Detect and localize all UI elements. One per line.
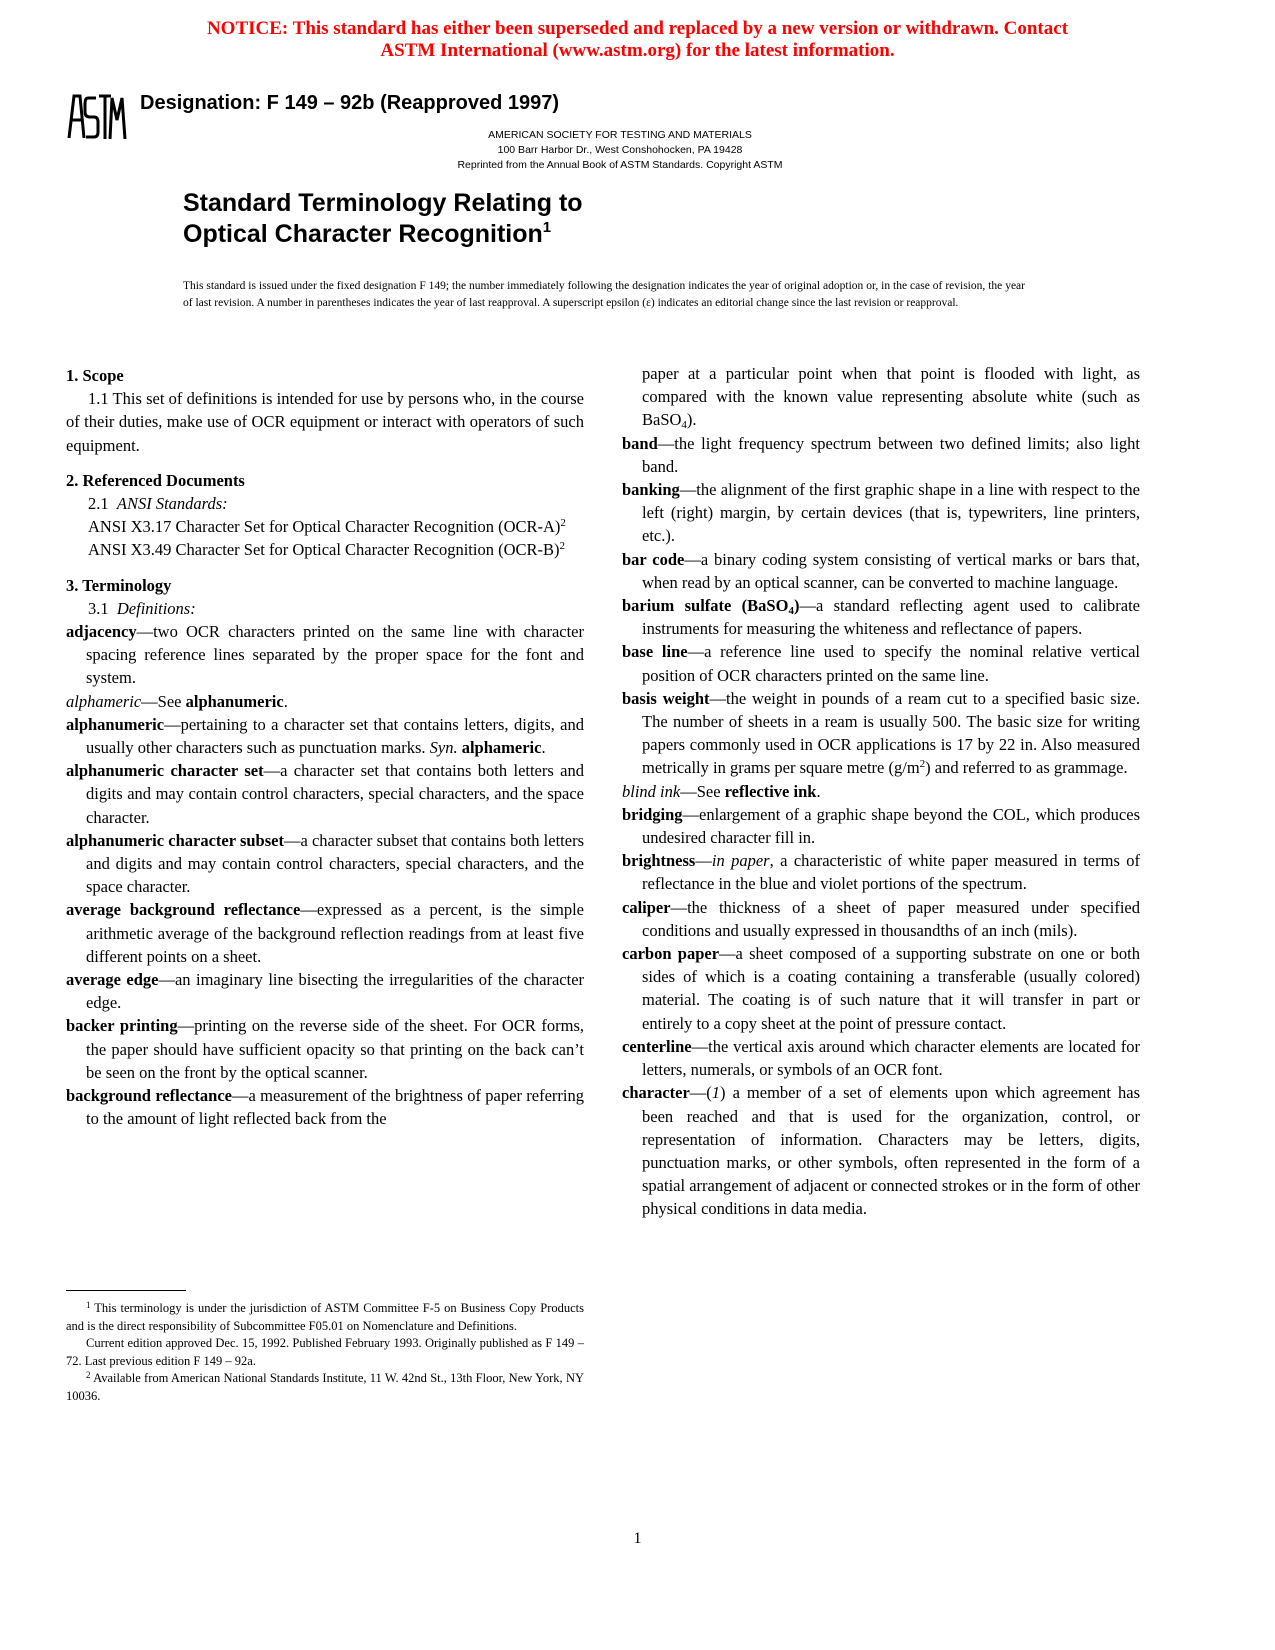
definition-background-reflectance: background reflectance—a measurement of the brightness of paper referring to the amount of light reflected back from the [66, 1086, 584, 1129]
footnote-2: $^2$ Available from American National Standards Institute, 11 W. 42nd St., 13th Floor, New York, NY 10036. [66, 1370, 584, 1403]
definition-basis-weight: basis weight—the weight in pounds of a ream cut to a specified basic size. The number of sheets in a ream is usually 500. The basic size for writing papers commonly used in OCR applications is 17 by 22 in. Also measured metrically in grams per square metre $(g/m^2)$ and referred to as grammage. [622, 688, 1140, 778]
notice-line-1: NOTICE: This standard has either been superseded and replaced by a new version or withdrawn. Contact [206, 18, 1069, 39]
definition-caliper: caliper—the thickness of a sheet of paper measured under specified conditions and usually expressed in thousandths of an inch (mils). [622, 897, 1140, 940]
footnote-1-edition: Current edition approved Dec. 15, 1992. Published February 1993. Originally published as F 149 – 72. Last previous edition F 149 – 92a. [66, 1336, 584, 1368]
scope-text: 1.1 This set of definitions is intended for use by persons who, in the course of their duties, make use of OCR equipment or interact with operators of such equipment. [66, 389, 584, 455]
designation: Designation: F 149 – 92b (Reapproved 1997) [140, 92, 560, 114]
definition-character: character—(1) a member of a set of elements upon which agreement has been reached and that is used for the organization, control, or representation of information. Characters may be letters, digits, punctuation marks, or other symbols, often represented in the form of a spatial arrangement of adjacent or connected strokes or in the form of other physical conditions in data media. [622, 1083, 1140, 1219]
footnote-1: $^1$ This terminology is under the jurisdiction of ASTM Committee F-5 on Business Copy Products and is the direct responsibility of Subcommittee F05.01 on Nomenclature and Definitions. [66, 1300, 584, 1333]
title-line-1: Standard Terminology Relating to [183, 189, 583, 217]
definition-alphanumeric-character-subset: alphanumeric character subset—a character subset that contains both letters and digits and may contain control characters, special characters, and the space character. [66, 830, 584, 897]
definition-blind-ink: blind ink—See reflective ink. [622, 781, 821, 801]
notice-line-2: ASTM International (www.astm.org) for the latest information. [380, 40, 895, 61]
definition-alphanumeric-character-set: alphanumeric character set—a character set that contains both letters and digits and may contain control characters, special characters, and the space character. [66, 761, 584, 827]
definition-barium-sulfate: barium sulfate (BaSO$_4$)—a standard reflecting agent used to calibrate instruments for measuring the whiteness and reflectance of papers. [622, 596, 1140, 639]
definition-band: band—the light frequency spectrum between two defined limits; also light band. [622, 433, 1140, 476]
title-line-2: Optical Character Recognition$^1$ [183, 219, 552, 248]
definition-bar-code: bar code—a binary coding system consisting of vertical marks or bars that, when read by an optical scanner, can be converted to machine language. [622, 549, 1141, 592]
definition-carbon-paper: carbon paper—a sheet composed of a supporting substrate on one or both sides of which is a coating containing a transferable (usually colored) material. The coating is of such nature that it will transfer in part or entirely to a copy sheet at the point of pressure contact. [622, 944, 1140, 1033]
definition-alphanumeric: alphanumeric—pertaining to a character set that contains letters, digits, and usually other characters such as punctuation marks. Syn. alphameric. [66, 714, 584, 758]
definition-alphameric: alphameric—See alphanumeric. [66, 691, 288, 711]
definitions-subsection: 3.1 Definitions: [88, 598, 196, 618]
definition-average-background-reflectance: average background reflectance—expressed as a percent, is the simple arithmetic average of the background reflection readings from at least five different points on a sheet. [66, 900, 584, 966]
publisher-block [410, 128, 830, 173]
definition-centerline: centerline—the vertical axis around which character elements are located for letters, numerals, or symbols of an OCR font. [622, 1036, 1140, 1080]
right-column [622, 362, 1140, 1221]
definition-bridging: bridging—enlargement of a graphic shape beyond the COL, which produces undesired character fill in. [622, 804, 1140, 848]
definition-brightness: brightness—in paper, a characteristic of white paper measured in terms of reflectance in the blue and violet portions of the spectrum. [622, 851, 1140, 894]
withdrawal-notice [0, 18, 1275, 62]
document-title [183, 188, 583, 250]
definition-adjacency: adjacency—two OCR characters printed on the same line with character spacing reference lines separated by the proper space for the font and system. [66, 622, 584, 688]
left-column [66, 364, 584, 1131]
astm-logo-icon [66, 90, 128, 142]
issued-note: This standard is issued under the fixed designation F 149; the number immediately following the designation indicates the year of original adoption or, in the case of revision, the year of last revision. A number in parentheses indicates the year of last reapproval. A superscript epsilon (ε) indicates an editorial change since the last revision or reapproval. [183, 280, 1025, 309]
footnote-divider [66, 1290, 186, 1291]
reference-ansi-x3-49: ANSI X3.49 Character Set for Optical Character Recognition $(OCR-B)^2$ [88, 540, 565, 560]
referenced-subsection: 2.1 ANSI Standards: [88, 494, 228, 514]
scope-heading: 1. Scope [66, 366, 124, 385]
definition-average-edge: average edge—an imaginary line bisecting the irregularities of the character edge. [66, 970, 585, 1013]
page-number: 1 [633, 1530, 642, 1547]
definition-banking: banking—the alignment of the first graphic shape in a line with respect to the left (right) margin, by certain devices (that is, typewriters, line printers, etc.). [622, 480, 1140, 546]
referenced-heading: 2. Referenced Documents [66, 470, 245, 490]
reference-ansi-x3-17: ANSI X3.17 Character Set for Optical Character Recognition $(OCR-A)^2$ [88, 517, 566, 537]
definition-base-line: base line—a reference line used to specify the nominal relative vertical position of OCR characters printed on the same line. [622, 642, 1140, 685]
title-footnote-mark: 1 [542, 219, 552, 236]
terminology-heading: 3. Terminology [66, 575, 172, 595]
publisher-name: AMERICAN SOCIETY FOR TESTING AND MATERIALS [488, 129, 752, 141]
footnotes [66, 1300, 584, 1405]
publisher-address: 100 Barr Harbor Dr., West Conshohocken, PA 19428 [497, 144, 743, 156]
reprint-note: Reprinted from the Annual Book of ASTM Standards. Copyright ASTM [457, 159, 783, 171]
definition-background-reflectance-continued: paper at a particular point when that point is flooded with light, as compared with the known value representing absolute white (such as BaSO$_4$). [642, 364, 1140, 432]
definition-backer-printing: backer printing—printing on the reverse side of the sheet. For OCR forms, the paper should have sufficient opacity so that printing on the back can’t be seen on the front by the optical scanner. [66, 1016, 585, 1082]
